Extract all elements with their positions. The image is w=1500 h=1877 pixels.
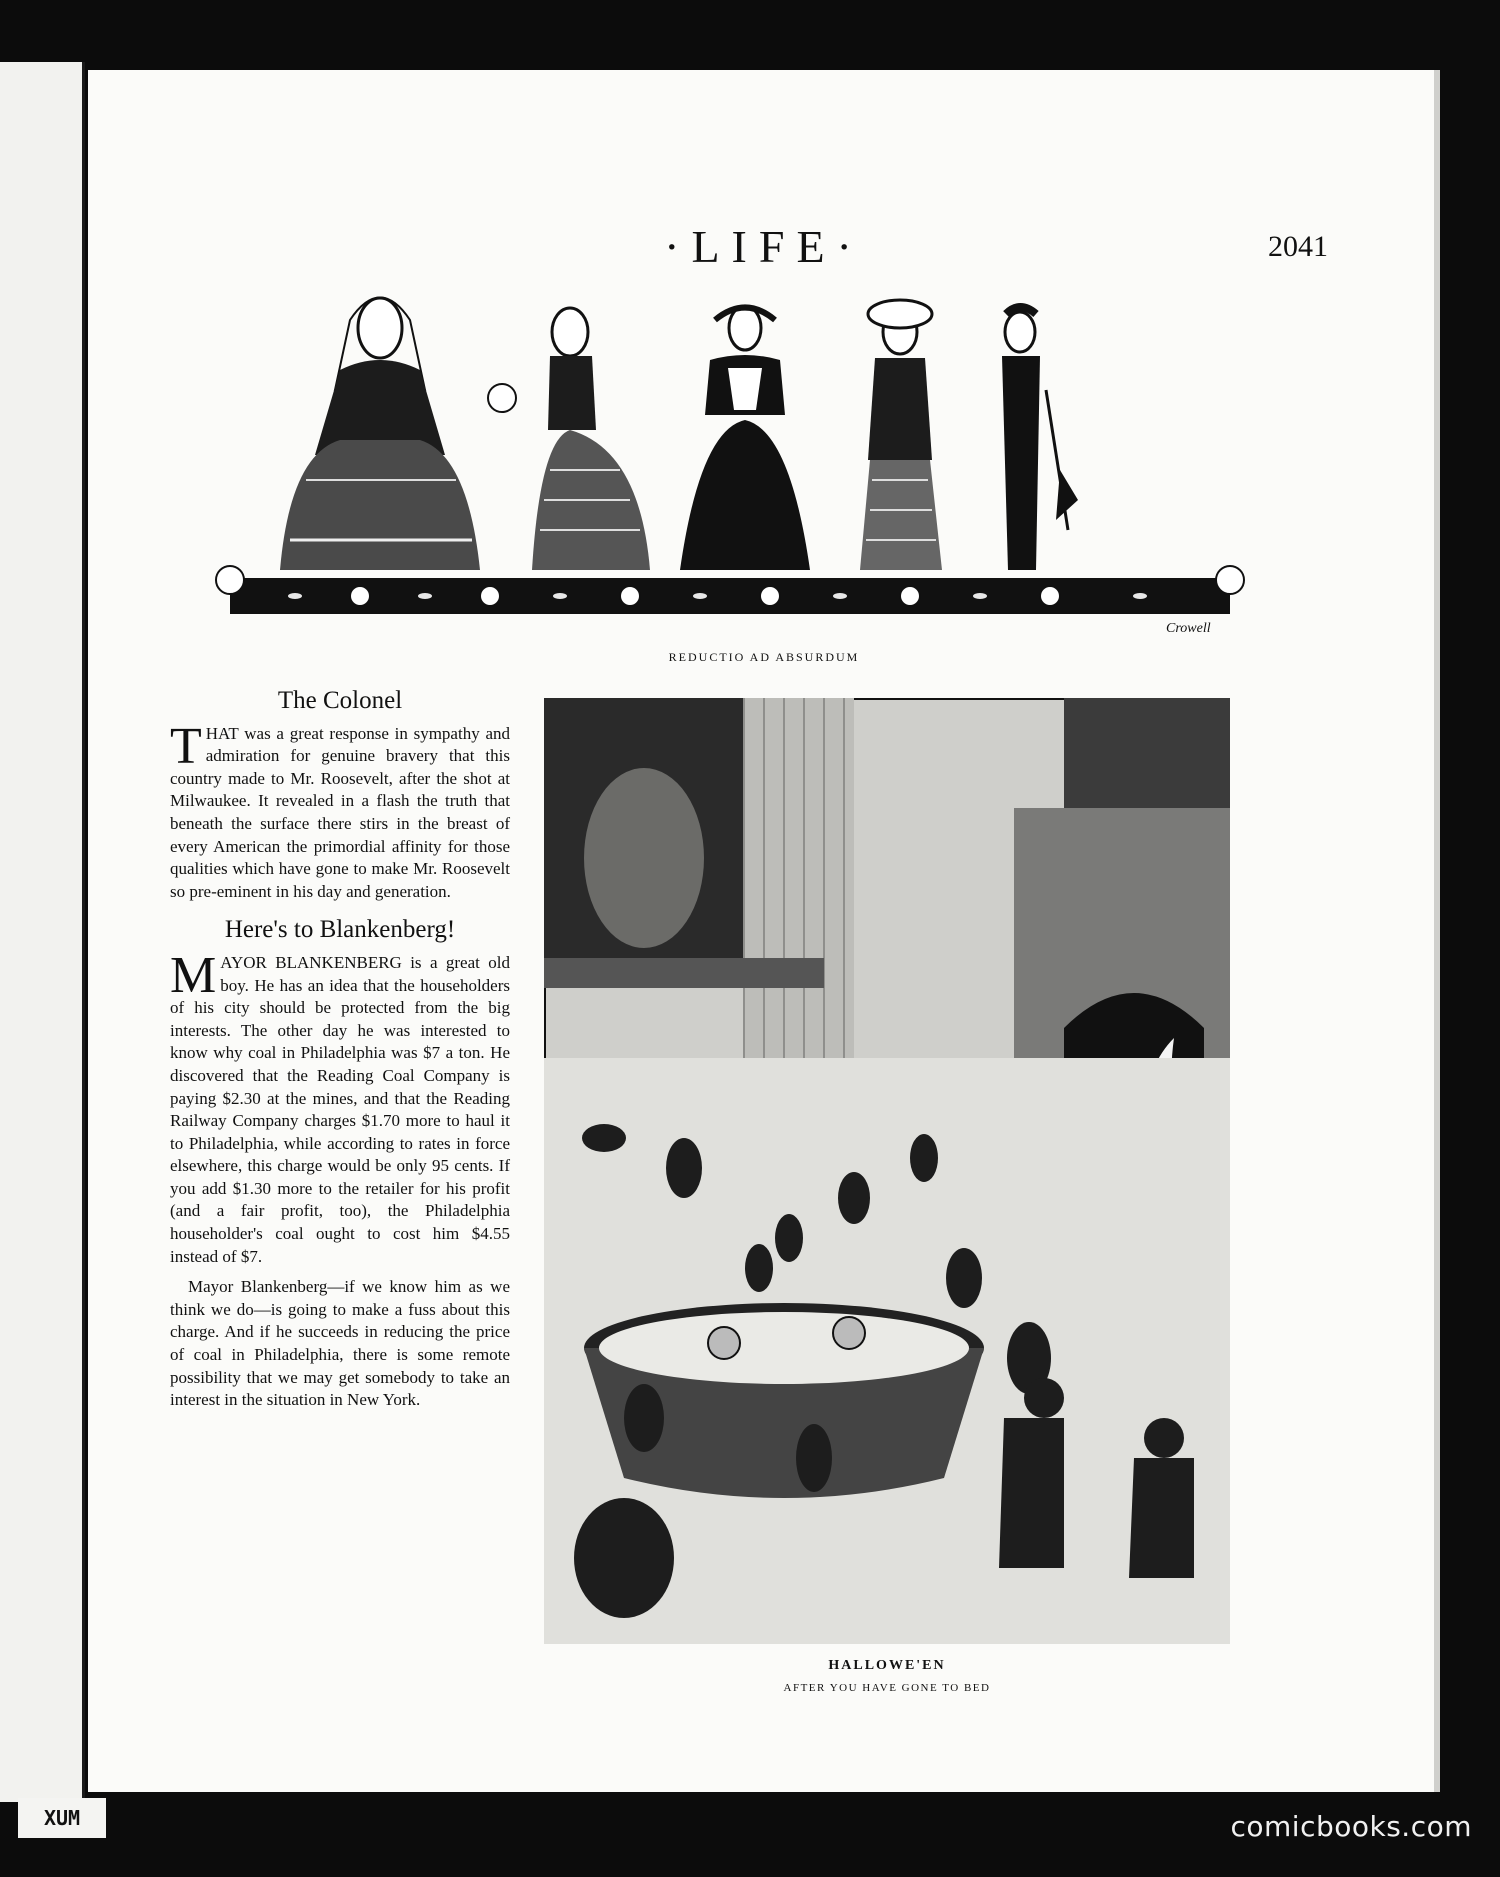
artist-signature: Crowell — [1166, 621, 1211, 636]
magazine-page — [88, 70, 1440, 1792]
article-paragraph: Mayor Blankenberg—if we know him as we think we do—is going to make a fuss about this charge. And if he succeeds in reducing the price of coal in Philadelphia, there is some remote possibility that we may get somebody to take an interest in the situation in New York. — [170, 1277, 510, 1410]
figure-crinoline — [280, 298, 480, 571]
page-number: 2041 — [1268, 230, 1328, 263]
article-the-colonel — [170, 687, 510, 903]
magazine-masthead: ·LIFE· — [664, 221, 864, 272]
article-blankenberg — [170, 916, 510, 1411]
fashion-illustration — [210, 280, 1270, 640]
article-heading: Here's to Blankenberg! — [224, 916, 456, 944]
fashion-caption: REDUCTIO AD ABSURDUM — [668, 650, 860, 664]
drop-cap: T — [170, 717, 202, 775]
halloween-title: HALLOWE'EN — [828, 1658, 946, 1673]
article-paragraph: THAT was a great response in sympathy and admiration for genuine bravery that this country made to Mr. Roosevelt, after the shot at Milwaukee. It revealed in a flash the truth that beneath the surface there stirs in the breast of every American the primordial affinity for those qualities which have gone to make Mr. Roosevelt so pre-eminent in his day and generation. — [170, 717, 510, 901]
archive-tag: XUM — [18, 1798, 106, 1838]
halloween-caption: AFTER YOU HAVE GONE TO BED — [783, 1682, 991, 1694]
drop-cap: M — [170, 946, 217, 1004]
source-watermark: comicbooks.com — [1230, 1810, 1472, 1843]
facing-page-edge — [0, 62, 85, 1802]
halloween-illustration — [544, 698, 1230, 1644]
figure-leg-of-mutton — [680, 306, 810, 570]
article-heading: The Colonel — [277, 687, 403, 714]
rose-border — [216, 566, 1244, 614]
text-column — [170, 687, 510, 1420]
figure-hobble-skirt — [1002, 307, 1078, 570]
article-paragraph: MAYOR BLANKENBERG is a great old boy. He has an idea that the householders of his city should be protected from the big interests. The other day he was interested to know why coal in Philadelphia was $7 a ton. He discovered that the Reading Coal Company is paying $2.30 at the mines, and that the Reading Railway Company charges $1.70 more to haul it to Philadelphia, while according to rates in force elsewhere, this charge would be only 95 cents. If you add $1.30 more to the retailer for his profit (and a fair profit, too), the Philadelphia householder's coal ought to cost him $4.55 instead of $7. — [170, 946, 510, 1266]
curtain — [744, 698, 854, 1068]
figure-edwardian — [860, 300, 942, 570]
figure-bustle — [488, 308, 650, 570]
